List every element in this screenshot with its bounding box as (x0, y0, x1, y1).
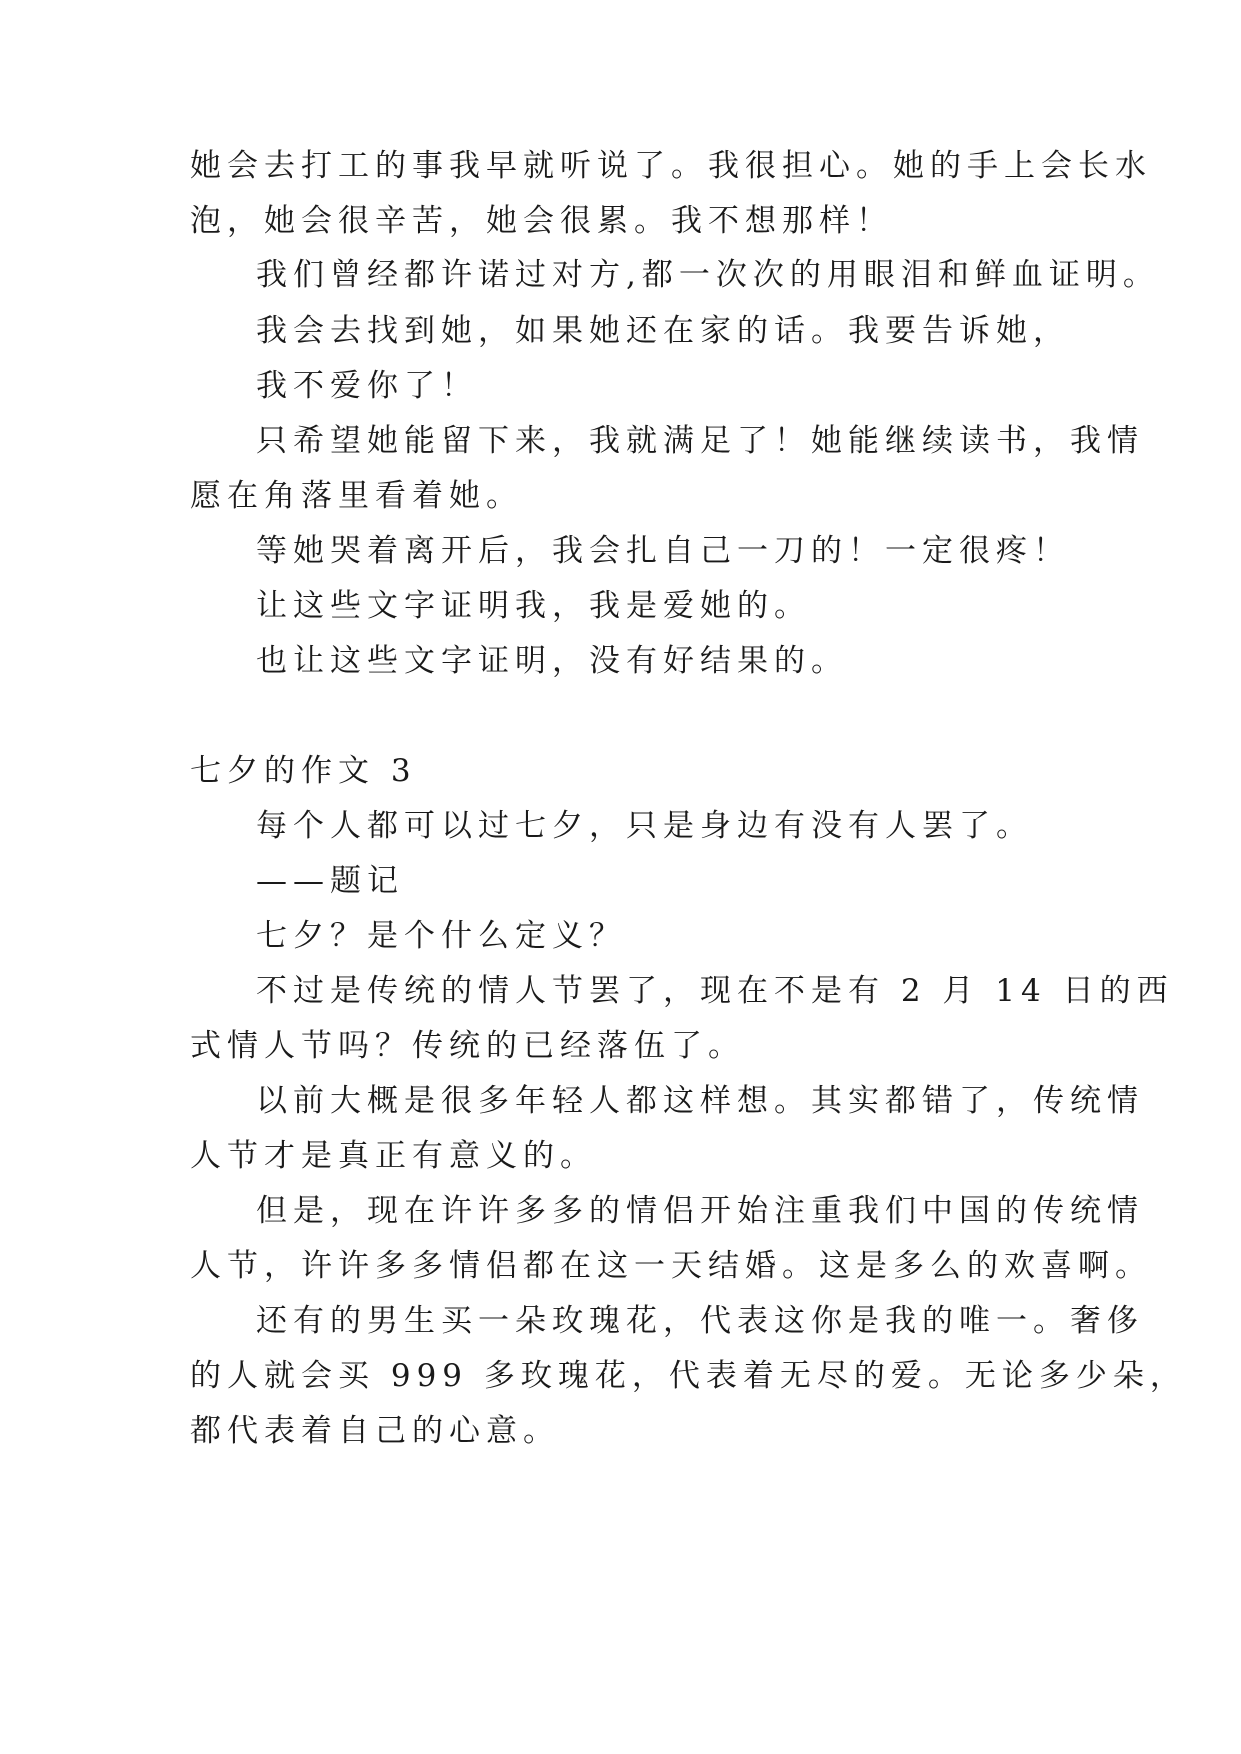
paragraph-line: 人节，许许多多情侣都在这一天结婚。这是多么的欢喜啊。 (190, 1248, 1152, 1284)
paragraph-line: 七夕？是个什么定义？ (256, 918, 626, 954)
paragraph-line: 不过是传统的情人节罢了，现在不是有 2 月 14 日的西 (256, 973, 1174, 1009)
paragraph-line: 只希望她能留下来，我就满足了！她能继续读书，我情 (256, 423, 1144, 459)
paragraph-line: 还有的男生买一朵玫瑰花，代表这你是我的唯一。奢侈 (256, 1303, 1144, 1339)
paragraph-line: 愿在角落里看着她。 (190, 478, 523, 514)
paragraph-line: 人节才是真正有意义的。 (190, 1138, 597, 1174)
paragraph-line: 以前大概是很多年轻人都这样想。其实都错了，传统情 (256, 1083, 1144, 1119)
paragraph-line: 也让这些文字证明，没有好结果的。 (256, 643, 848, 679)
paragraph-line: 她会去打工的事我早就听说了。我很担心。她的手上会长水 (190, 148, 1152, 184)
paragraph-line: 让这些文字证明我，我是爱她的。 (256, 588, 811, 624)
paragraph-line: 我不爱你了！ (256, 368, 478, 404)
section-title: 七夕的作文 3 (190, 753, 417, 789)
paragraph-line: 每个人都可以过七夕，只是身边有没有人罢了。 (256, 808, 1033, 844)
paragraph-line: 的人就会买 999 多玫瑰花，代表着无尽的爱。无论多少朵， (190, 1358, 1187, 1394)
paragraph-line: 我们曾经都许诺过对方,都一次次的用眼泪和鲜血证明。 (256, 257, 1160, 293)
paragraph-line: 等她哭着离开后，我会扎自己一刀的！一定很疼！ (256, 533, 1070, 569)
paragraph-line: 都代表着自己的心意。 (190, 1413, 560, 1449)
epigraph-note: ——题记 (256, 863, 404, 899)
paragraph-line: 但是，现在许许多多的情侣开始注重我们中国的传统情 (256, 1193, 1144, 1229)
paragraph-line: 我会去找到她，如果她还在家的话。我要告诉她， (256, 313, 1070, 349)
paragraph-line: 泡，她会很辛苦，她会很累。我不想那样！ (190, 203, 893, 239)
paragraph-line: 式情人节吗？传统的已经落伍了。 (190, 1028, 745, 1064)
